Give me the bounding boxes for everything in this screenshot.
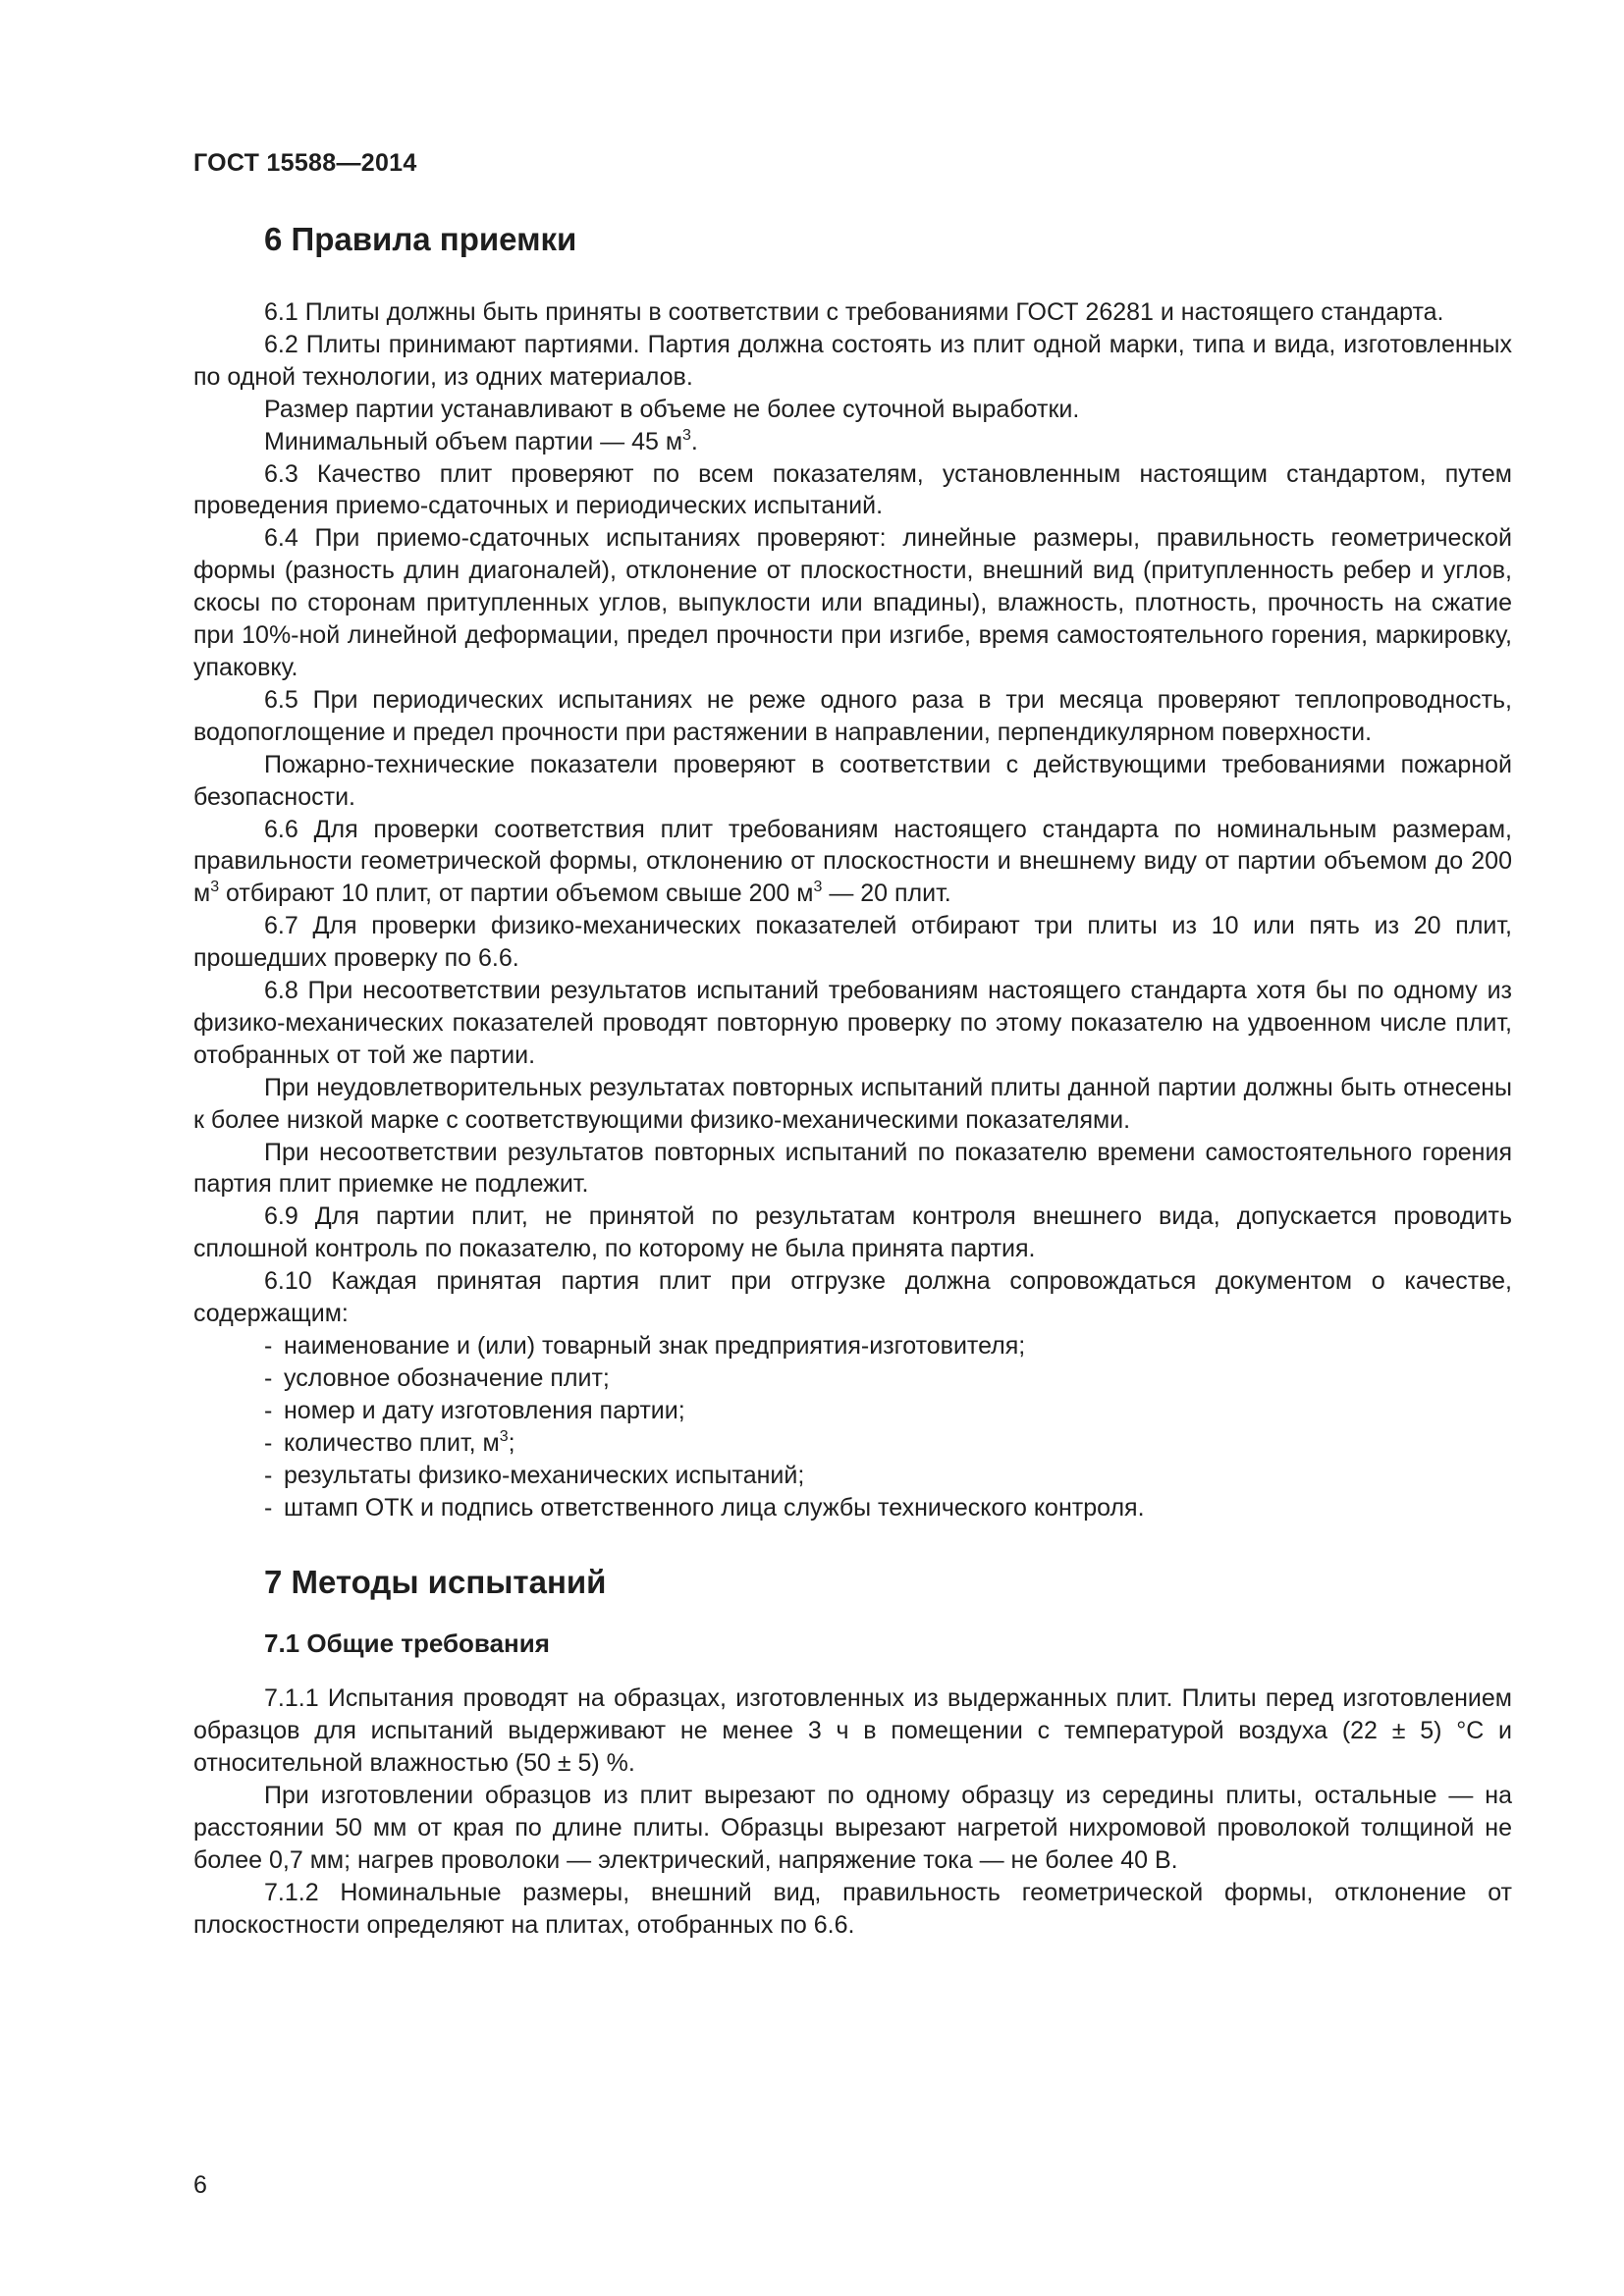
paragraph-6-2: 6.2 Плиты принимают партиями. Партия должна состоять из плит одной марки, типа и вида, изготовленных по одной технологии, из одних материалов. [193,330,1512,391]
paragraph-6-4: 6.4 При приемо-сдаточных испытаниях проверяют: линейные размеры, правильность геометрической формы (разность длин диагоналей), отклонение от плоскостности, внешний вид (притупленность ребер и углов, скосы по сторонам притупленных углов, выпуклости или впадины), влажность, плотность, прочность на сжатие при 10%-ной линейной деформации, предел прочности при изгибе, время самостоятельного горения, маркировку, упаковку. [193,524,1512,681]
paragraph-6-8: 6.8 При несоответствии результатов испытаний требованиям настоящего стандарта хотя бы по одному из физико-механических показателей проводят повторную проверку по этому показателю на удвоенном числе плит, отобранных от той же партии. [193,977,1512,1069]
list-item: - штамп ОТК и подпись ответственного лица службы технического контроля. [264,1493,1145,1522]
paragraph-6-3: 6.3 Качество плит проверяют по всем показателям, установленным настоящим стандартом, путем проведения приемо-сдаточных и периодических испытаний. [193,459,1512,520]
paragraph-6-10: 6.10 Каждая принятая партия плит при отгрузке должна сопровождаться документом о качестве, содержащим: [193,1267,1512,1328]
paragraph-6-8-burning: При несоответствии результатов повторных испытаний по показателю времени самостоятельного горения партия плит приемке не подлежит. [193,1138,1512,1199]
list-item: - номер и дату изготовления партии; [264,1396,685,1424]
page-number: 6 [193,2171,207,2199]
paragraph-6-5: 6.5 При периодических испытаниях не реже одного раза в три месяца проверяют теплопроводность, водопоглощение и предел прочности при растяжении в направлении, перпендикулярном поверхности. [193,685,1512,746]
paragraph-6-5-fire: Пожарно-технические показатели проверяют в соответствии с действующими требованиями пожарной безопасности. [193,750,1512,811]
list-item: - условное обозначение плит; [264,1363,610,1392]
paragraph-6-8-repeat: При неудовлетворительных результатах повторных испытаний плиты данной партии должны быть отнесены к более низкой марке с соответствующими физико-механическими показателями. [193,1073,1512,1134]
list-item: - количество плит, $м^3$; [264,1427,515,1457]
subsection-7-1-title: 7.1 Общие требования [264,1629,550,1659]
paragraph-7-1-1-samples: При изготовлении образцов из плит вырезают по одному образцу из середины плиты, остальные — на расстоянии 50 мм от края по длине плиты. Образцы вырезают нагретой нихромовой проволокой толщиной не более 0,7 мм; нагрев проволоки — электрический, напряжение тока — не более 40 В. [193,1782,1512,1874]
list-item: - наименование и (или) товарный знак предприятия-изготовителя; [264,1332,1026,1360]
paragraph-7-1-1: 7.1.1 Испытания проводят на образцах, изготовленных из выдержанных плит. Плиты перед изготовлением образцов для испытаний выдерживают не менее 3 ч в помещении с температурой воздуха (22 ± 5) °С и относительной влажностью (50 ± 5) %. [193,1684,1512,1778]
list-item: - результаты физико-механических испытаний; [264,1461,805,1489]
paragraph-6-2-batch-size: Размер партии устанавливают в объеме не более суточной выработки. [264,395,1080,423]
section-7-title: 7 Методы испытаний [264,1564,607,1601]
quality-document-list [193,1330,1512,1523]
paragraph-6-9: 6.9 Для партии плит, не принятой по результатам контроля внешнего вида, допускается проводить сплошной контроль по показателю, по которому не была принята партия. [193,1202,1512,1263]
paragraph-6-7: 6.7 Для проверки физико-механических показателей отбирают три плиты из 10 или пять из 20 плит, прошедших проверку по 6.6. [193,912,1512,973]
section-6-title: 6 Правила приемки [264,221,577,257]
paragraph-7-1-2: 7.1.2 Номинальные размеры, внешний вид, правильность геометрической формы, отклонение от плоскостности определяют на плитах, отобранных по 6.6. [193,1878,1512,1939]
paragraph-6-1: 6.1 Плиты должны быть приняты в соответствии с требованиями ГОСТ 26281 и настоящего стандарта. [264,298,1444,326]
paragraph-6-2-min-volume: Минимальный объем партии — 45 $м^3$. [264,426,698,455]
paragraph-6-6: 6.6 Для проверки соответствия плит требованиям настоящего стандарта по номинальным размерам, правильности геометрической формы, отклонению от плоскостности и внешнему виду от партии объемом до 200 $м^3$ отбирают 10 плит, от партии объемом свыше 200 $м^3$ — 20 плит. [193,815,1512,908]
page-content [193,218,1512,1942]
standard-header: ГОСТ 15588—2014 [193,149,417,177]
